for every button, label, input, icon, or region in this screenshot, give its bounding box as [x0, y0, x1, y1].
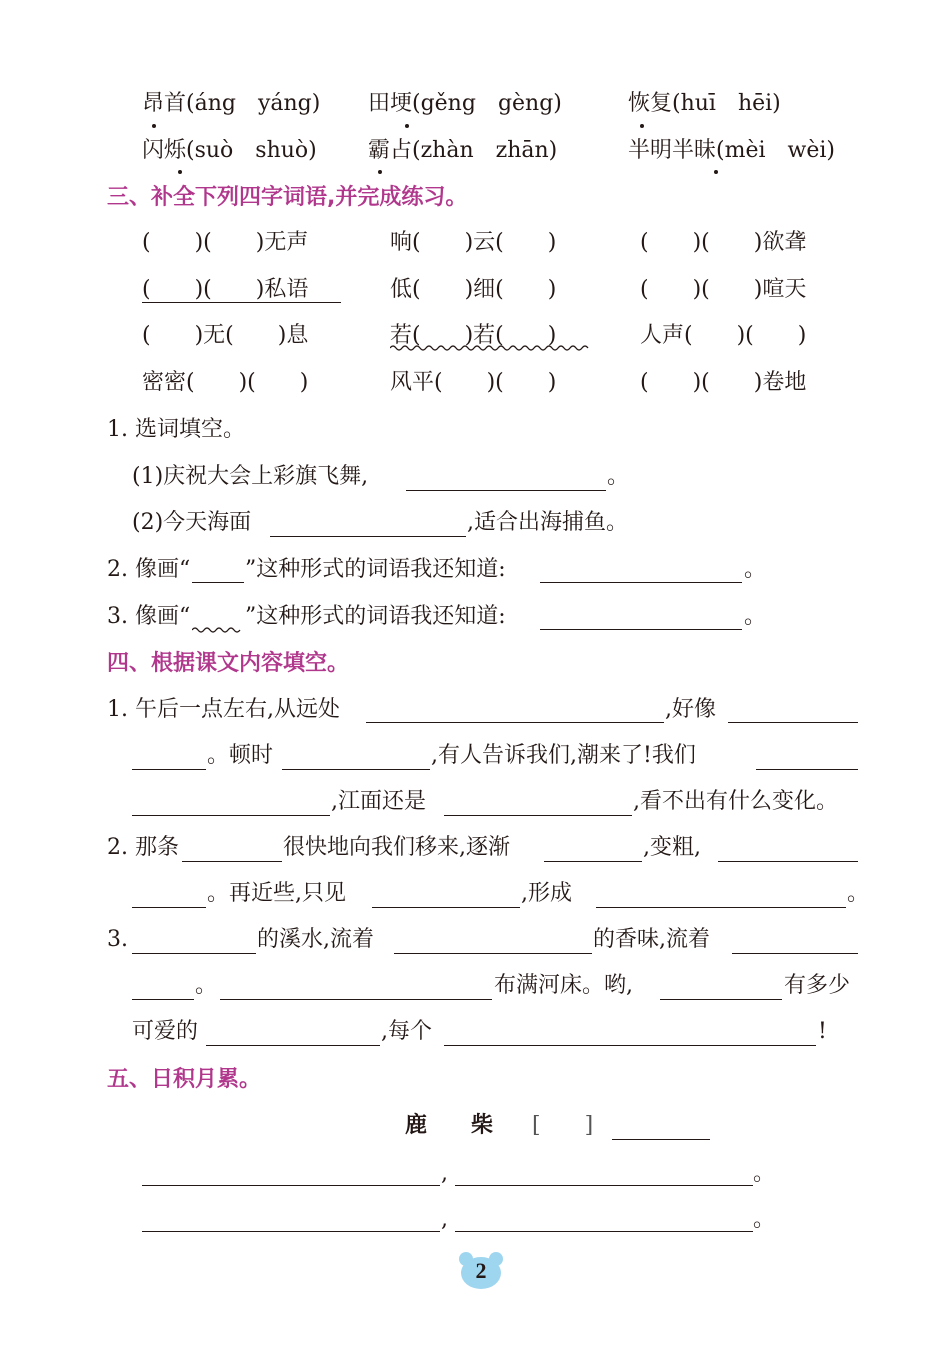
idiom-blank[interactable]: ( )( )私语 — [142, 277, 309, 302]
question-text: 。 — [744, 604, 767, 629]
answer-blank[interactable] — [132, 815, 330, 816]
emphasis-dot — [640, 124, 644, 128]
emphasis-dot — [378, 170, 382, 174]
pinyin-item: 昂首(áng yáng) — [142, 91, 321, 116]
answer-blank[interactable] — [756, 769, 858, 770]
answer-blank[interactable] — [206, 1045, 380, 1046]
pinyin-item: 恢复(huī hēi) — [628, 91, 781, 116]
question-text: ”这种形式的词语我还知道: — [245, 604, 506, 629]
idiom-blank[interactable]: ( )无( )息 — [142, 323, 309, 348]
idiom-blank[interactable]: 风平( )( ) — [390, 370, 557, 395]
author-blank[interactable] — [612, 1139, 710, 1140]
emphasis-dot — [152, 124, 156, 128]
pinyin-item: 田埂(gěng gèng) — [368, 91, 562, 116]
answer-blank[interactable] — [282, 769, 430, 770]
answer-blank[interactable] — [406, 490, 606, 491]
page-number-badge — [457, 1250, 505, 1290]
question-text: 2. 像画“ — [107, 557, 191, 582]
idiom-blank[interactable]: 若( )若( ) — [390, 323, 557, 348]
idiom-blank[interactable]: ( )( )无声 — [142, 230, 309, 255]
answer-blank[interactable] — [732, 953, 858, 954]
question-text: 1. 午后一点左右,从远处 — [107, 697, 340, 722]
idiom-blank[interactable]: 密密( )( ) — [142, 370, 309, 395]
poem-line-blank[interactable] — [142, 1231, 440, 1232]
punctuation: 。 — [753, 1207, 776, 1232]
straight-underline — [142, 302, 341, 303]
poem-title: 鹿 柴 — [405, 1113, 494, 1138]
question-text: 。 — [744, 557, 767, 582]
punctuation: , — [441, 1207, 448, 1232]
answer-blank[interactable] — [182, 861, 282, 862]
question-text: 有多少 — [784, 973, 851, 998]
dynasty-brackets[interactable]: [ ] — [532, 1113, 594, 1138]
question-text: ,有人告诉我们,潮来了!我们 — [431, 743, 696, 768]
question-text: (2)今天海面 — [132, 510, 252, 535]
answer-blank[interactable] — [132, 907, 206, 908]
question-heading: 1. 选词填空。 — [107, 417, 245, 442]
question-text: ,适合出海捕鱼。 — [467, 510, 628, 535]
answer-blank[interactable] — [394, 953, 592, 954]
answer-blank[interactable] — [132, 953, 256, 954]
section-5-title: 五、日积月累。 — [107, 1067, 262, 1092]
answer-blank[interactable] — [660, 999, 782, 1000]
poem-line-blank[interactable] — [455, 1231, 753, 1232]
answer-blank[interactable] — [444, 815, 632, 816]
answer-blank[interactable] — [270, 536, 466, 537]
poem-line-blank[interactable] — [455, 1185, 753, 1186]
question-text: 的香味,流着 — [593, 927, 710, 952]
question-text: 布满河床。哟, — [494, 973, 633, 998]
answer-blank[interactable] — [718, 861, 858, 862]
answer-blank[interactable] — [596, 907, 846, 908]
answer-blank[interactable] — [366, 722, 664, 723]
question-text: 3. — [107, 927, 128, 952]
idiom-blank[interactable]: ( )( )卷地 — [640, 370, 807, 395]
question-text: 。再近些,只见 — [207, 881, 346, 906]
poem-line-blank[interactable] — [142, 1185, 440, 1186]
question-text: 。 — [847, 881, 870, 906]
answer-blank[interactable] — [372, 907, 520, 908]
question-text: 可爱的 — [132, 1019, 199, 1044]
emphasis-dot — [405, 124, 409, 128]
punctuation: , — [441, 1161, 448, 1186]
question-text: ,看不出有什么变化。 — [633, 789, 838, 814]
idiom-blank[interactable]: 低( )细( ) — [390, 277, 557, 302]
answer-blank[interactable] — [220, 999, 492, 1000]
section-3-title: 三、补全下列四字词语,并完成练习。 — [107, 185, 468, 210]
question-text: ! — [818, 1019, 827, 1044]
answer-blank[interactable] — [132, 999, 194, 1000]
idiom-blank[interactable]: 响( )云( ) — [390, 230, 557, 255]
pinyin-item: 半明半昧(mèi wèi) — [628, 138, 835, 163]
answer-blank[interactable] — [444, 1045, 816, 1046]
idiom-blank[interactable]: ( )( )欲聋 — [640, 230, 807, 255]
emphasis-dot — [178, 170, 182, 174]
answer-blank[interactable] — [540, 582, 742, 583]
question-text: ,变粗, — [643, 835, 701, 860]
question-text: ”这种形式的词语我还知道: — [245, 557, 506, 582]
answer-blank[interactable] — [132, 769, 206, 770]
question-text: 。 — [607, 464, 630, 489]
sample-underline — [192, 582, 244, 583]
question-text: ,每个 — [381, 1019, 432, 1044]
question-text: (1)庆祝大会上彩旗飞舞, — [132, 464, 369, 489]
pinyin-item: 闪烁(suò shuò) — [142, 138, 317, 163]
question-text: 2. 那条 — [107, 835, 179, 860]
page-number: 2 — [475, 1258, 487, 1283]
pinyin-item: 霸占(zhàn zhān) — [368, 138, 558, 163]
question-text: ,好像 — [665, 697, 716, 722]
wavy-sample — [192, 625, 244, 635]
question-text: ,形成 — [521, 881, 572, 906]
idiom-blank[interactable]: 人声( )( ) — [640, 323, 807, 348]
question-text: 很快地向我们移来,逐渐 — [283, 835, 510, 860]
emphasis-dot — [714, 170, 718, 174]
question-text: ,江面还是 — [331, 789, 426, 814]
idiom-blank[interactable]: ( )( )喧天 — [640, 277, 807, 302]
question-text: 的溪水,流着 — [257, 927, 374, 952]
question-text: 。 — [195, 973, 218, 998]
answer-blank[interactable] — [544, 861, 642, 862]
section-4-title: 四、根据课文内容填空。 — [107, 651, 350, 676]
question-text: 。顿时 — [207, 743, 274, 768]
answer-blank[interactable] — [540, 629, 742, 630]
question-text: 3. 像画“ — [107, 604, 191, 629]
answer-blank[interactable] — [728, 722, 858, 723]
wavy-underline — [390, 343, 590, 353]
punctuation: 。 — [753, 1161, 776, 1186]
